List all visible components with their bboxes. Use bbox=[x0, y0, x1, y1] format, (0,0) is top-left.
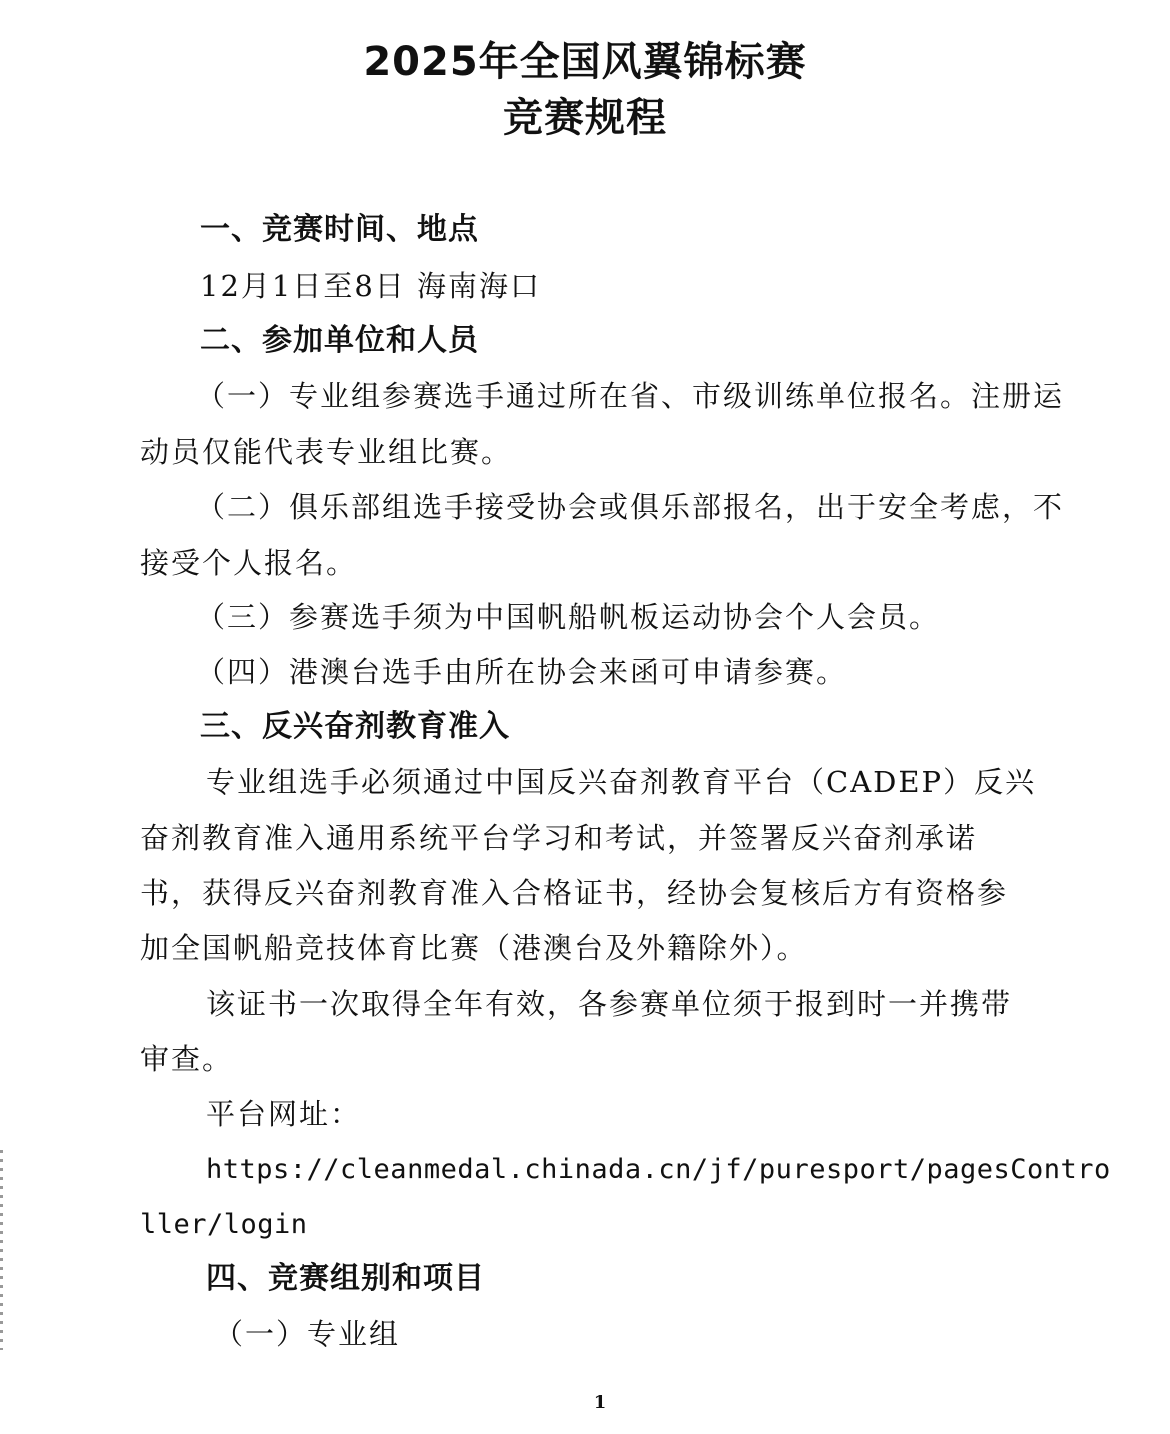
page-number: 1 bbox=[593, 1392, 607, 1413]
paragraph-line: （一）专业组参赛选手通过所在省、市级训练单位报名。注册运 bbox=[196, 379, 1065, 413]
platform-label: 平台网址： bbox=[206, 1097, 362, 1131]
document-subtitle: 竞赛规程 bbox=[503, 95, 667, 141]
paragraph-line: （三）参赛选手须为中国帆船帆板运动协会个人会员。 bbox=[196, 600, 941, 634]
date-place-text: 12月1日至8日 海南海口 bbox=[200, 269, 542, 303]
subsection-heading: （一）专业组 bbox=[214, 1317, 401, 1351]
paragraph-line: 奋剂教育准入通用系统平台学习和考试，并签署反兴奋剂承诺 bbox=[140, 821, 978, 855]
platform-url-line: ller/login bbox=[140, 1209, 308, 1240]
paragraph-line: （二）俱乐部组选手接受协会或俱乐部报名，出于安全考虑，不 bbox=[196, 490, 1065, 524]
paragraph-line: 接受个人报名。 bbox=[140, 546, 358, 580]
paragraph-line: 加全国帆船竞技体育比赛（港澳台及外籍除外）。 bbox=[140, 931, 808, 965]
scan-edge-mark bbox=[0, 1150, 3, 1350]
paragraph-line: 动员仅能代表专业组比赛。 bbox=[140, 435, 513, 469]
paragraph-line: （四）港澳台选手由所在协会来函可申请参赛。 bbox=[196, 655, 848, 689]
document-title: 2025年全国风翼锦标赛 bbox=[363, 39, 807, 85]
section-1-heading: 一、竞赛时间、地点 bbox=[200, 212, 479, 247]
section-2-heading: 二、参加单位和人员 bbox=[200, 323, 479, 358]
section-3-heading: 三、反兴奋剂教育准入 bbox=[200, 709, 510, 744]
platform-url-line: https://cleanmedal.chinada.cn/jf/puresport/pagesContro bbox=[206, 1154, 1111, 1185]
paragraph-line: 书，获得反兴奋剂教育准入合格证书，经协会复核后方有资格参 bbox=[140, 876, 1009, 910]
paragraph-line: 该证书一次取得全年有效，各参赛单位须于报到时一并携带 bbox=[206, 987, 1013, 1021]
paragraph-line: 专业组选手必须通过中国反兴奋剂教育平台（CADEP）反兴 bbox=[206, 765, 1037, 799]
paragraph-line: 审查。 bbox=[140, 1042, 234, 1076]
section-4-heading: 四、竞赛组别和项目 bbox=[206, 1261, 485, 1296]
